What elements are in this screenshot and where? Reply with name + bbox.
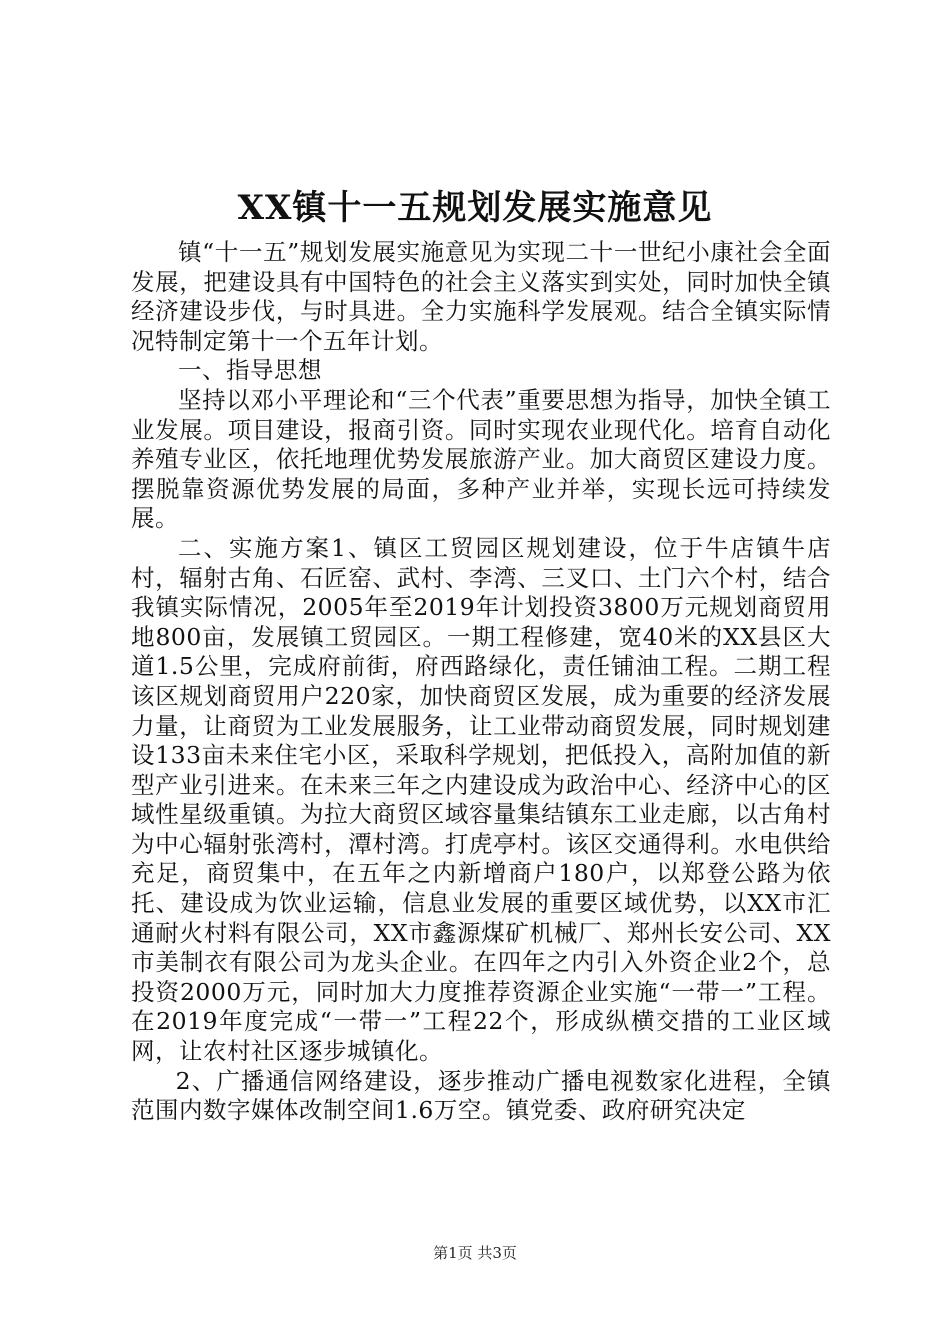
document-title: XX镇十一五规划发展实施意见	[237, 188, 713, 228]
intro-paragraph: 镇“十一五”规划发展实施意见为实现二十一世纪小康社会全面发展，把建设具有中国特色的社会主义落实到实处，同时加快全镇经济建设步伐，与时具进。全力实施科学发展观。结合全镇实际情况特制定第十一个五年计划。	[131, 238, 831, 355]
section-heading-guiding-thought: 一、指导思想	[178, 356, 322, 385]
broadcast-network-paragraph: 2、广播通信网络建设，逐步推动广播电视数家化进程，全镇范围内数字媒体改制空间1.6万空。镇党委、政府研究决定	[131, 1066, 831, 1125]
implementation-plan-paragraph: 二、实施方案1、镇区工贸园区规划建设，位于牛店镇牛店村，辐射古角、石匠窑、武村、李湾、三叉口、土门六个村，结合我镇实际情况，2005年至2019年计划投资3800万元规划商贸用地800亩，发展镇工贸园区。一期工程修建，宽40米的XX县区大道1.5公里，完成府前街，府西路绿化，责任铺油工程。二期工程该区规划商贸用户220家，加快商贸区发展，成为重要的经济发展力量，让商贸为工业发展服务，让工业带动商贸发展，同时规划建设133亩未来住宅小区，采取科学规划，把低投入，高附加值的新型产业引进来。在未来三年之内建设成为政治中心、经济中心的区域性星级重镇。为拉大商贸区域容量集结镇东工业走廊，以古角村为中心辐射张湾村，潭村湾。打虎亭村。该区交通得利。水电供给充足，商贸集中，在五年之内新增商户180户，以郑登公路为依托、建设成为饮业运输，信息业发展的重要区域优势，以XX市汇通耐火村料有限公司，XX市鑫源煤矿机械厂、郑州长安公司、XX市美制衣有限公司为龙头企业。在四年之内引入外资企业2个，总投资2000万元，同时加大力度推荐资源企业实施“一带一”工程。在2019年度完成“一带一”工程22个，形成纵横交措的工业区域网，让农村社区逐步城镇化。	[131, 533, 831, 1066]
guiding-thought-paragraph: 坚持以邓小平理论和“三个代表”重要思想为指导，加快全镇工业发展。项目建设，报商引资。同时实现农业现代化。培育自动化养殖专业区，依托地理优势发展旅游产业。加大商贸区建设力度。摆脱靠资源优势发展的局面，多种产业并举，实现长远可持续发展。	[131, 385, 831, 533]
document-body	[131, 238, 831, 1126]
page-number-footer: 第1页 共3页	[433, 1244, 517, 1262]
